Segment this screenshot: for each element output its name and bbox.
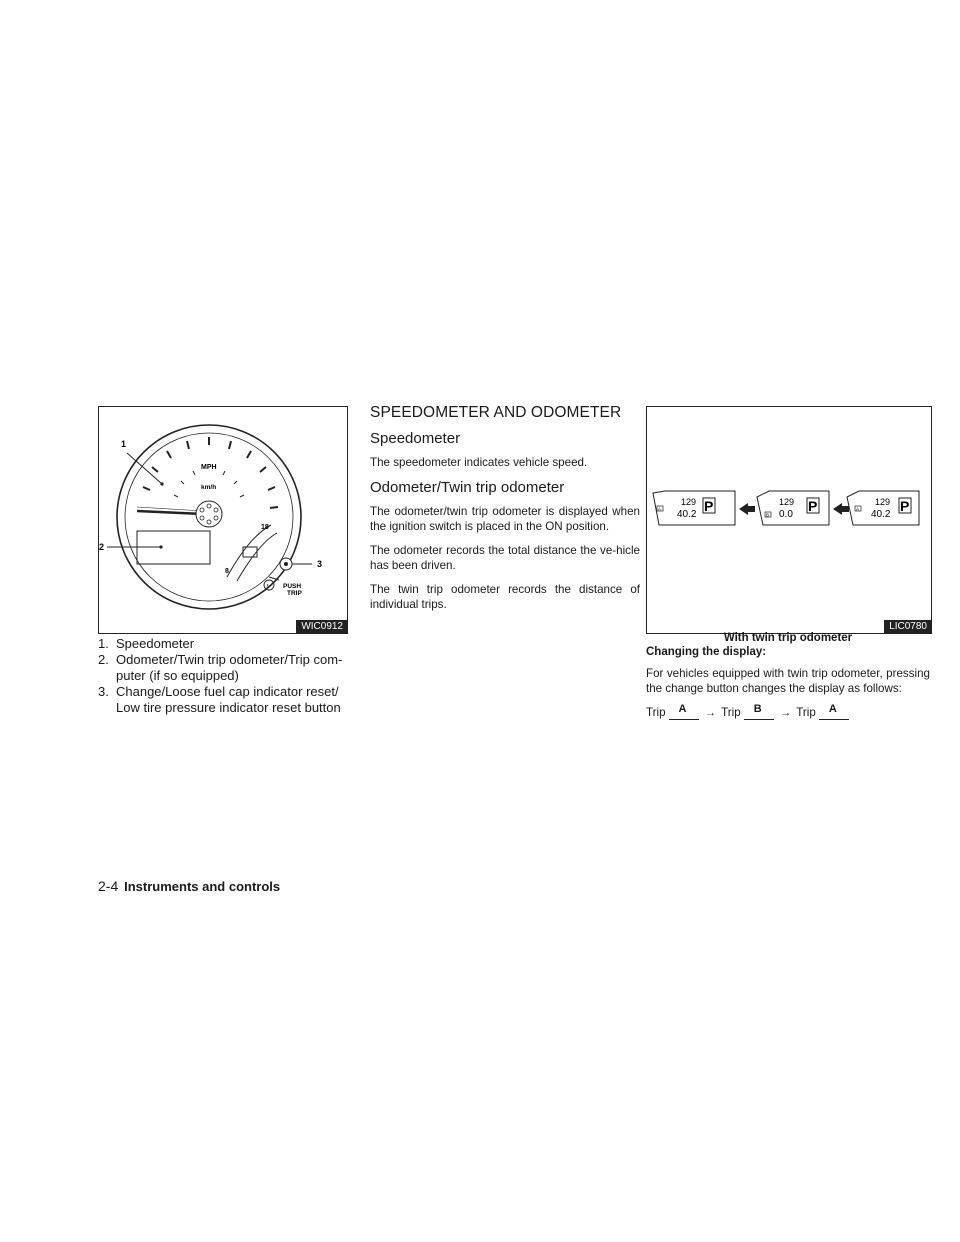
panel-trip-letter: A — [658, 506, 662, 512]
trip-badge — [819, 705, 849, 720]
trip-label: TRIP — [287, 590, 302, 597]
svg-text:!: ! — [267, 584, 269, 590]
figure1-caption-list — [98, 636, 348, 716]
caption-item — [98, 684, 348, 716]
twin-trip-figure — [646, 406, 932, 634]
section-title: SPEEDOMETER AND ODOMETER — [370, 404, 622, 421]
speedometer-figure — [98, 406, 348, 634]
callout-2: 2 — [99, 542, 105, 552]
speedometer-text: The speedometer indicates vehicle speed. — [370, 456, 588, 469]
callout-1: 1 — [121, 439, 127, 449]
arrow-icon — [833, 503, 849, 515]
page-footer — [98, 878, 280, 894]
trip-word: Trip — [796, 706, 816, 719]
trip-word: Trip — [721, 706, 741, 719]
trip-display-illustration — [647, 407, 931, 633]
arrow-icon — [739, 503, 755, 515]
panel-bottom-value: 40.2 — [871, 509, 891, 520]
mph-label: MPH — [201, 464, 217, 471]
changing-display-section — [646, 632, 930, 720]
odometer-paragraph-3: The twin trip odometer records the distance of individual trips. — [370, 583, 640, 611]
page-number: 2-4 — [98, 878, 119, 894]
caption-item — [98, 652, 348, 684]
figure-code: WIC0912 — [296, 620, 347, 633]
arrow-icon: → — [704, 706, 717, 719]
panel-top-value: 129 — [681, 497, 697, 507]
odometer-paragraph-1: The odometer/twin trip odometer is displayed when the ignition switch is placed in the ON position. — [370, 505, 640, 533]
trip-badge — [669, 705, 699, 720]
panel-trip-letter: B — [766, 512, 770, 518]
caption-number: 1. — [98, 636, 109, 651]
caption-text: Speedometer — [116, 636, 195, 651]
arrow-icon: → — [779, 706, 792, 719]
speedometer-illustration — [99, 407, 347, 633]
trip-badge-letter: A — [828, 703, 837, 715]
panel-gear: P — [900, 498, 910, 514]
odometer-heading: Odometer/Twin trip odometer — [370, 479, 565, 496]
fuel-full-mark: 18 — [261, 524, 269, 531]
fuel-empty-mark: 8 — [225, 568, 229, 575]
panel-gear: P — [704, 498, 714, 514]
caption-number: 2. — [98, 652, 109, 667]
panel-top-value: 129 — [875, 497, 891, 507]
panel-top-value: 129 — [779, 497, 795, 507]
changing-text: For vehicles equipped with twin trip odometer, pressing the change button changes the display as follows: — [646, 667, 930, 695]
trip-badge-letter: A — [678, 703, 687, 715]
kmh-label: km/h — [201, 484, 217, 491]
speedometer-section — [370, 404, 640, 621]
trip-badge — [744, 705, 774, 720]
chapter-title: Instruments and controls — [124, 879, 281, 894]
trip-word: Trip — [646, 706, 666, 719]
caption-item — [98, 636, 348, 652]
changing-heading: Changing the display: — [646, 646, 767, 658]
push-label: PUSH — [283, 583, 302, 590]
panel-trip-letter: A — [856, 506, 860, 512]
odometer-paragraph-2: The odometer records the total distance the ve-hicle has been driven. — [370, 544, 640, 572]
panel-bottom-value: 40.2 — [677, 509, 697, 520]
caption-text: Odometer/Twin trip odometer/Trip com-puter (if so equipped) — [116, 652, 343, 683]
panel-bottom-value: 0.0 — [779, 509, 793, 520]
caption-number: 3. — [98, 684, 109, 699]
trip-sequence — [646, 705, 930, 720]
speedometer-heading: Speedometer — [370, 430, 461, 447]
panel-gear: P — [808, 498, 818, 514]
figure2-caption: With twin trip odometer — [723, 632, 853, 644]
trip-badge-letter: B — [753, 703, 762, 715]
figure-code: LIC0780 — [884, 620, 931, 633]
callout-3: 3 — [317, 559, 323, 569]
caption-text: Change/Loose fuel cap indicator reset/ Low tire pressure indicator reset button — [116, 684, 341, 715]
